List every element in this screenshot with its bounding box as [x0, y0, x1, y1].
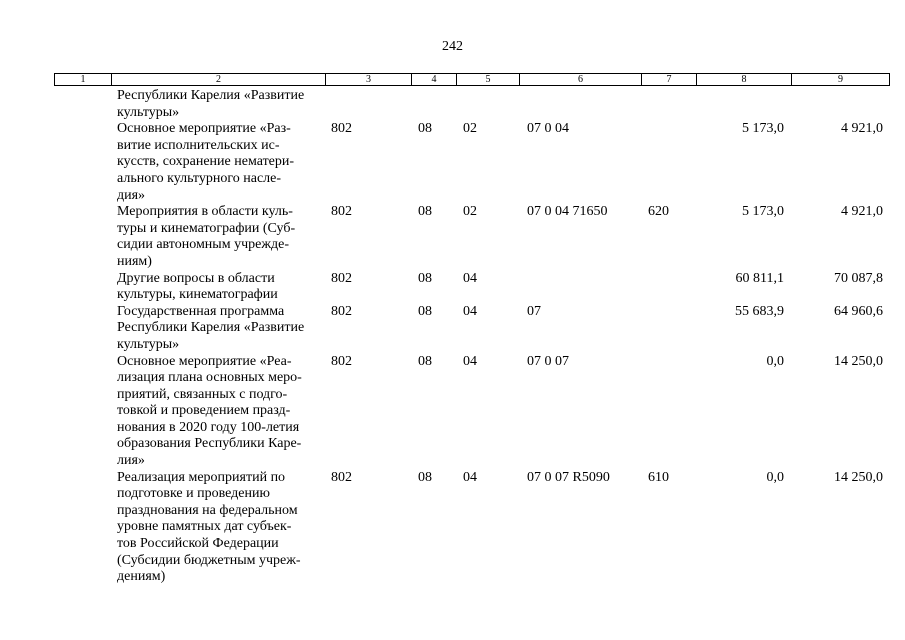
row-name-line: Другие вопросы в области — [117, 270, 275, 286]
cell-c4: 08 — [418, 270, 432, 286]
column-number: 8 — [697, 74, 792, 86]
row-name-line: культуры, кинематографии — [117, 287, 278, 303]
cell-c8: 55 683,9 — [735, 303, 784, 319]
table-row — [0, 88, 905, 121]
row-name-line: Республики Карелия «Развитие — [117, 320, 305, 336]
cell-c5: 04 — [463, 270, 477, 286]
column-number: 4 — [412, 74, 457, 86]
table-row — [0, 204, 905, 270]
row-name-line: лия» — [117, 453, 145, 469]
row-name-line: празднования на федеральном — [117, 502, 298, 518]
header-row — [55, 74, 890, 86]
cell-c3: 802 — [331, 204, 352, 220]
cell-c3: 802 — [331, 353, 352, 369]
row-name-line: дениям) — [117, 569, 166, 585]
column-number: 6 — [520, 74, 642, 86]
row-name — [117, 470, 327, 586]
table-row — [0, 470, 905, 586]
row-name-line: Основное мероприятие «Реа- — [117, 353, 292, 369]
cell-c6: 07 0 07 R5090 — [527, 469, 610, 485]
cell-c3: 802 — [331, 270, 352, 286]
cell-c7: 610 — [648, 469, 669, 485]
cell-c4: 08 — [418, 204, 432, 220]
cell-c8: 0,0 — [766, 353, 784, 369]
cell-c9: 4 921,0 — [841, 204, 883, 220]
cell-c3: 802 — [331, 121, 352, 137]
row-name-line: нования в 2020 году 100-летия — [117, 419, 300, 435]
row-name-line: туры и кинематографии (Суб- — [117, 220, 296, 236]
cell-c9: 4 921,0 — [841, 121, 883, 137]
cell-c8: 5 173,0 — [742, 121, 784, 137]
cell-c4: 08 — [418, 303, 432, 319]
cell-c8: 0,0 — [766, 469, 784, 485]
row-name — [117, 304, 327, 354]
table-row — [0, 354, 905, 470]
cell-c4: 08 — [418, 469, 432, 485]
page-number: 242 — [442, 39, 463, 54]
column-number: 7 — [642, 74, 697, 86]
cell-c9: 14 250,0 — [834, 353, 883, 369]
row-name-line: Реализация мероприятий по — [117, 469, 286, 485]
cell-c5: 04 — [463, 303, 477, 319]
cell-c5: 04 — [463, 469, 477, 485]
cell-c9: 14 250,0 — [834, 469, 883, 485]
cell-c4: 08 — [418, 121, 432, 137]
budget-table-body — [0, 88, 905, 586]
row-name-line: ального культурного насле- — [117, 170, 282, 186]
row-name-line: Государственная программа — [117, 303, 285, 319]
cell-c8: 5 173,0 — [742, 204, 784, 220]
cell-c8: 60 811,1 — [735, 270, 784, 286]
row-name-line: тов Российской Федерации — [117, 536, 279, 552]
column-number-header — [54, 73, 890, 86]
row-name-line: подготовке и проведению — [117, 486, 270, 502]
row-name-line: витие исполнительских ис- — [117, 137, 280, 153]
row-name-line: уровне памятных дат субъек- — [117, 519, 292, 535]
row-name-line: Основное мероприятие «Раз- — [117, 121, 291, 137]
row-name-line: лизация плана основных меро- — [117, 370, 302, 386]
cell-c9: 64 960,6 — [834, 303, 883, 319]
column-number: 3 — [326, 74, 412, 86]
row-name-line: приятий, связанных с подго- — [117, 386, 288, 402]
cell-c9: 70 087,8 — [834, 270, 883, 286]
row-name — [117, 271, 327, 304]
cell-c3: 802 — [331, 469, 352, 485]
row-name-line: (Субсидии бюджетным учреж- — [117, 552, 301, 568]
column-number: 1 — [55, 74, 112, 86]
row-name-line: ниям) — [117, 253, 152, 269]
row-name-line: Республики Карелия «Развитие — [117, 88, 305, 103]
row-name — [117, 88, 327, 121]
column-number: 9 — [792, 74, 890, 86]
cell-c6: 07 — [527, 303, 541, 319]
row-name — [117, 354, 327, 470]
column-number: 2 — [112, 74, 326, 86]
cell-c7: 620 — [648, 204, 669, 220]
row-name-line: культуры» — [117, 104, 180, 120]
row-name-line: образования Республики Каре- — [117, 436, 302, 452]
cell-c5: 04 — [463, 353, 477, 369]
cell-c3: 802 — [331, 303, 352, 319]
cell-c6: 07 0 04 71650 — [527, 204, 608, 220]
row-name — [117, 204, 327, 270]
table-row — [0, 121, 905, 204]
cell-c4: 08 — [418, 353, 432, 369]
row-name-line: кусств, сохранение нематери- — [117, 154, 295, 170]
table-row — [0, 304, 905, 354]
row-name-line: Мероприятия в области куль- — [117, 204, 293, 220]
cell-c6: 07 0 07 — [527, 353, 569, 369]
cell-c5: 02 — [463, 121, 477, 137]
column-number: 5 — [457, 74, 520, 86]
table-row — [0, 271, 905, 304]
row-name-line: дия» — [117, 187, 146, 203]
row-name-line: сидии автономным учрежде- — [117, 237, 289, 253]
cell-c5: 02 — [463, 204, 477, 220]
cell-c6: 07 0 04 — [527, 121, 569, 137]
row-name-line: культуры» — [117, 336, 180, 352]
row-name — [117, 121, 327, 204]
row-name-line: товкой и проведением празд- — [117, 403, 291, 419]
